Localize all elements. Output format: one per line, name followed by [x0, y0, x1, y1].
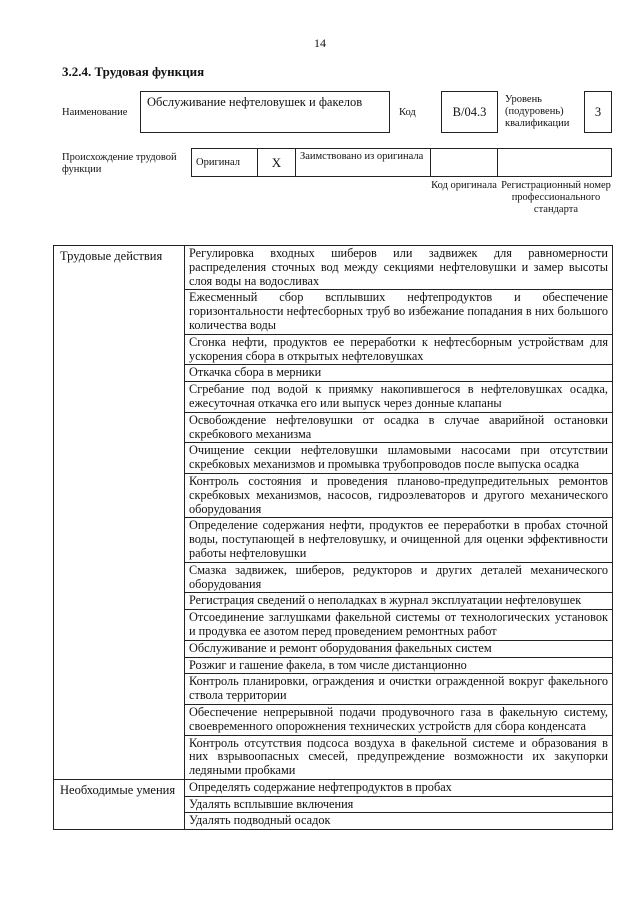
labor-action-item: Очищение секции нефтеловушки шламовыми насосами при отсутствии скребковых механизмов и промывка трубопроводов после выпуска осадка — [185, 443, 613, 474]
reg-number-cell — [497, 148, 612, 177]
borrowed-cell — [295, 148, 431, 177]
function-name: Обслуживание нефтеловушек и факелов — [147, 95, 363, 109]
labor-action-item: Откачка сбора в мерники — [185, 365, 613, 382]
skill-label: Необходимые умения — [54, 779, 185, 829]
labor-action-item: Контроль состояния и проведения планово-предупредительных ремонтов скребковых механизмов, насосов, гидроэлеваторов и другого механического оборудования — [185, 473, 613, 517]
labor-action-item: Освобождение нефтеловушки от осадка в случае аварийной остановки скребкового механизма — [185, 412, 613, 443]
level-value: 3 — [594, 104, 602, 119]
reg-number-caption: Регистрационный номер профессионального стандарта — [501, 180, 611, 215]
original-mark-cell — [257, 148, 296, 177]
code-label: Код — [399, 107, 416, 118]
labor-action-item: Розжиг и гашение факела, в том числе дистанционно — [185, 657, 613, 674]
code-original-cell — [430, 148, 498, 177]
labor-action-item: Смазка задвижек, шиберов, редукторов и других деталей механического оборудования — [185, 562, 613, 593]
functions-table — [53, 245, 613, 830]
function-name-box — [140, 91, 390, 133]
labor-action-item: Регистрация сведений о неполадках в журнал эксплуатации нефтеловушек — [185, 593, 613, 610]
level-box — [584, 91, 612, 133]
skill-item: Определять содержание нефтепродуктов в пробах — [185, 779, 613, 796]
labor-action-item: Контроль планировки, ограждения и очистки огражденной вокруг факельного ствола территории — [185, 674, 613, 705]
labor-action-item: Обеспечение непрерывной подачи продувочного газа в факельную систему, своевременного опорожнения технических устройств для сбора конденсата — [185, 704, 613, 735]
skill-item: Удалять подводный осадок — [185, 813, 613, 830]
code-value: B/04.3 — [452, 104, 487, 119]
labor-action-item: Сгребание под водой к приямку накопившегося в нефтеловушках осадка, ежесуточная откачка его или выпуск через донные клапаны — [185, 382, 613, 413]
code-box — [441, 91, 498, 133]
original-mark: X — [271, 154, 282, 170]
labor-action-item: Определение содержания нефти, продуктов ее переработки в пробах сточной воды, поступающей в нефтеловушку, и очищенной для оценки эффективности работы нефтеловушки — [185, 518, 613, 562]
section-title: 3.2.4. Трудовая функция — [62, 64, 205, 79]
original-label: Оригинал — [196, 156, 240, 168]
code-original-caption: Код оригинала — [431, 180, 497, 191]
labor-action-item: Ежесменный сбор всплывших нефтепродуктов и обеспечение горизонтальности нефтесборных труб во избежание попадания в них большого количества воды — [185, 290, 613, 334]
labor-action-label: Трудовые действия — [54, 246, 185, 780]
labor-action-item: Контроль отсутствия подсоса воздуха в факельной системе и образования в них взрывоопасных смесей, предупреждение возможности их закупорки ледяными пробками — [185, 735, 613, 779]
level-label: Уровень (подуровень) квалификации — [505, 94, 570, 129]
skill-item: Удалять всплывшие включения — [185, 796, 613, 813]
origin-label: Происхождение трудовой функции — [62, 152, 177, 175]
labor-action-item: Сгонка нефти, продуктов ее переработки к нефтесборным устройствам для ускорения сбора в открытых нефтеловушках — [185, 334, 613, 365]
original-cell — [191, 148, 258, 177]
origin-table — [191, 148, 612, 177]
labor-action-item: Обслуживание и ремонт оборудования факельных систем — [185, 640, 613, 657]
labor-action-row — [54, 246, 613, 290]
skill-row — [54, 779, 613, 796]
page-number: 14 — [314, 36, 326, 50]
labor-action-item: Отсоединение заглушками факельной системы от технологических установок и продувка ее азотом перед проведением ремонтных работ — [185, 610, 613, 641]
labor-action-item: Регулировка входных шиберов или задвижек для равномерности распределения сточных вод между секциями нефтеловушки и замер высоты слоя воды на водосливах — [185, 246, 613, 290]
name-label: Наименование — [62, 107, 128, 118]
borrowed-label: Заимствовано из оригинала — [300, 151, 424, 162]
